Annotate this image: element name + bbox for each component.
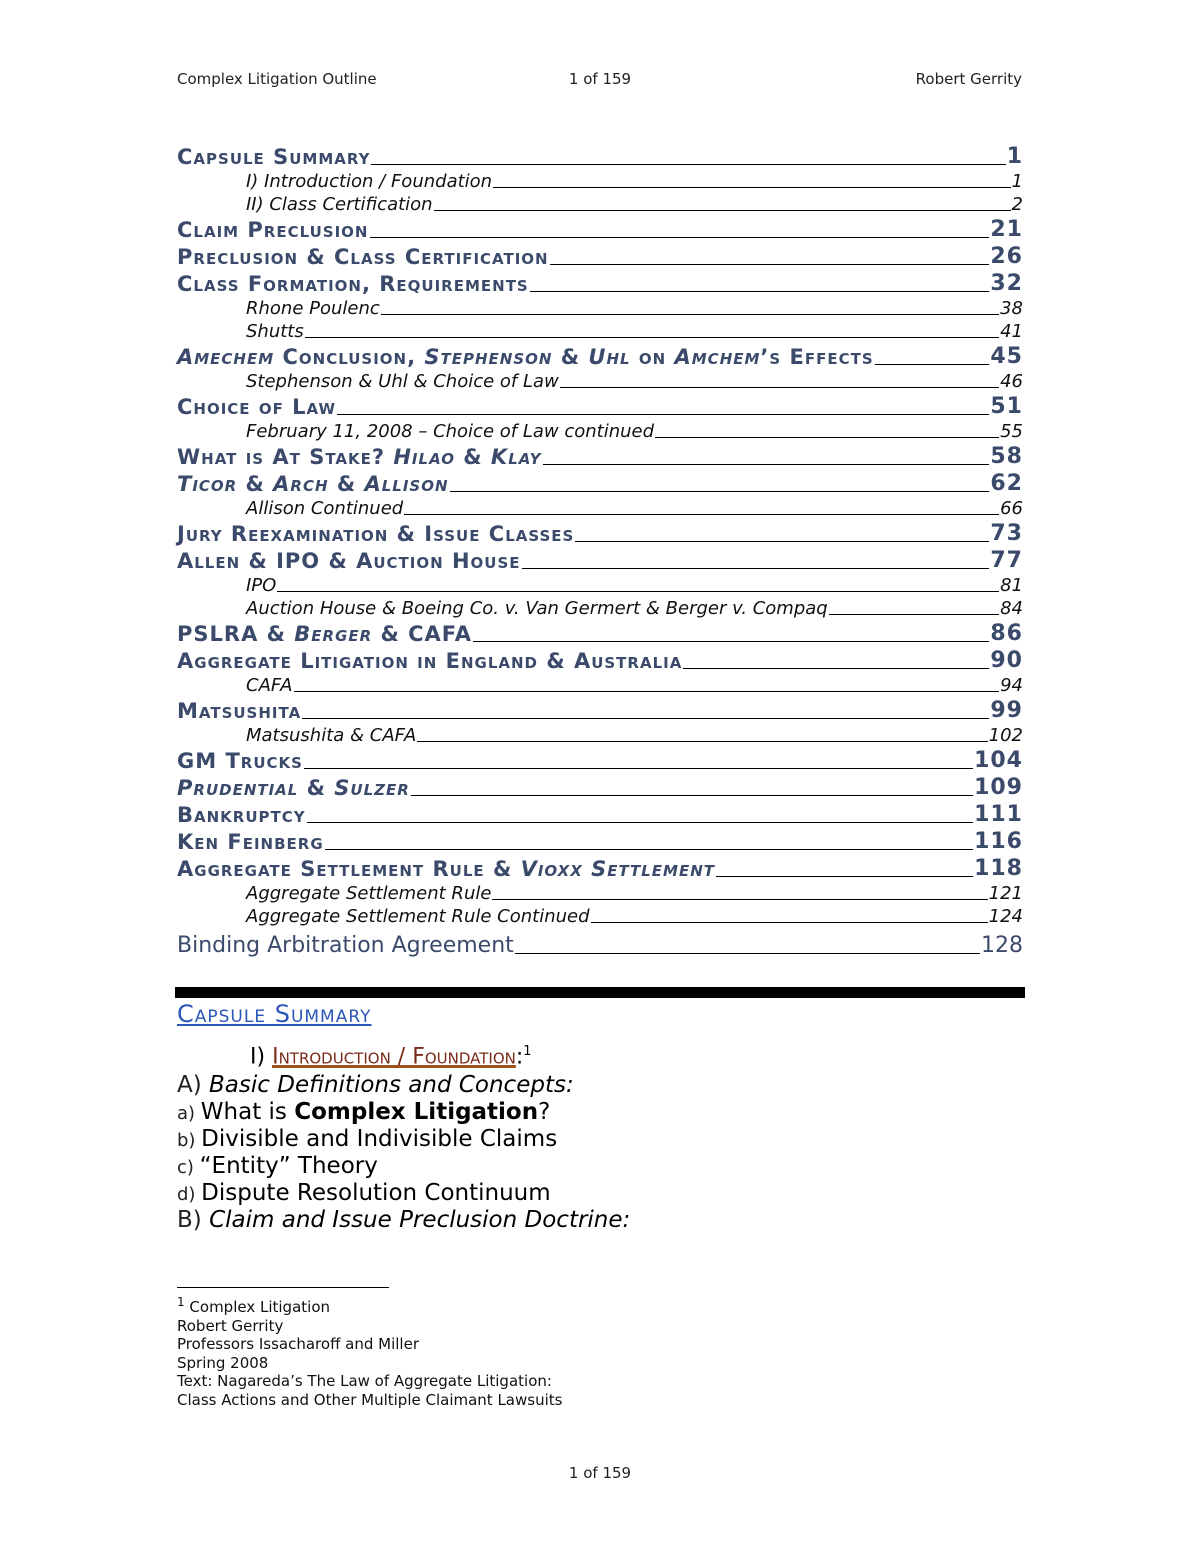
toc-leader-line — [716, 875, 973, 877]
toc-page-number: 109 — [974, 775, 1023, 800]
toc-leader-line — [543, 463, 990, 465]
toc-leader-line — [294, 690, 1000, 692]
toc-page-number: 94 — [1000, 675, 1023, 696]
toc-page-number: 2 — [1011, 194, 1023, 215]
toc-title-segment: GM Trucks — [177, 749, 303, 773]
toc-title-segment: & — [237, 472, 274, 496]
toc-page-number: 81 — [1000, 575, 1023, 596]
toc-leader-line — [591, 921, 988, 923]
toc-title-segment: Auction House & Boeing Co. v. Van Germert & Berger v. Compaq — [246, 598, 828, 619]
toc-leader-line — [337, 413, 989, 415]
toc-entry[interactable] — [177, 546, 1023, 573]
toc-leader-line — [302, 717, 989, 719]
toc-entry-title — [177, 776, 410, 800]
toc-leader-line — [522, 567, 990, 569]
outline-item — [177, 1099, 630, 1126]
toc-page-number: 124 — [988, 906, 1023, 927]
toc-entry-title — [246, 194, 433, 215]
toc-page-number: 32 — [990, 271, 1023, 296]
toc-title-segment: Ticor — [177, 472, 238, 496]
toc-leader-line — [655, 436, 999, 438]
toc-entry-title — [177, 803, 306, 827]
toc-entry[interactable] — [177, 169, 1023, 192]
toc-title-segment: Rhone Poulenc — [246, 298, 380, 319]
toc-entry[interactable] — [177, 269, 1023, 296]
toc-entry-title — [246, 598, 828, 619]
toc-entry-title — [177, 933, 514, 958]
outline-text: “Entity” Theory — [199, 1153, 378, 1179]
footnote-line: Complex Litigation — [189, 1298, 331, 1316]
toc-entry[interactable] — [177, 392, 1023, 419]
toc-leader-line — [450, 490, 990, 492]
toc-page-number: 118 — [974, 856, 1023, 881]
toc-title-segment: Jury Reexamination & Issue Classes — [177, 522, 575, 546]
toc-leader-line — [307, 821, 973, 823]
toc-entry-title — [177, 472, 449, 496]
toc-leader-line — [560, 386, 999, 388]
toc-page-number: 104 — [974, 748, 1023, 773]
outline-item — [177, 1126, 630, 1153]
toc-entry-title — [177, 145, 370, 169]
toc-title-segment: Aggregate Settlement Rule — [246, 883, 492, 904]
toc-title-segment: Aggregate Settlement Rule Continued — [246, 906, 590, 927]
toc-title-segment: Sulzer — [334, 776, 410, 800]
footnote-line: Text: Nagareda’s The Law of Aggregate Litigation: — [177, 1372, 552, 1390]
toc-page-number: 1 — [1006, 144, 1023, 169]
toc-page-number: 121 — [988, 883, 1023, 904]
toc-entry[interactable] — [177, 573, 1023, 596]
footnote-line: Spring 2008 — [177, 1353, 269, 1372]
toc-page-number: 41 — [1000, 321, 1023, 342]
outline-marker: a) — [177, 1103, 201, 1124]
toc-entry[interactable] — [177, 854, 1023, 881]
outline-item — [177, 1180, 630, 1207]
toc-entry-title — [246, 906, 590, 927]
footnote-reference[interactable]: 1 — [523, 1044, 532, 1059]
toc-entry[interactable] — [177, 723, 1023, 746]
toc-entry[interactable] — [177, 596, 1023, 619]
toc-leader-line — [515, 952, 980, 954]
toc-entry[interactable] — [177, 342, 1023, 369]
toc-page-number: 90 — [990, 648, 1023, 673]
footnote-separator — [177, 1287, 389, 1288]
toc-entry[interactable] — [177, 619, 1023, 646]
toc-title-segment: Allison — [364, 472, 449, 496]
toc-page-number: 102 — [988, 725, 1023, 746]
toc-entry[interactable] — [177, 419, 1023, 442]
toc-entry[interactable] — [177, 881, 1023, 904]
toc-page-number: 128 — [981, 933, 1023, 958]
toc-title-segment: on — [630, 345, 675, 369]
toc-entry-title — [177, 272, 529, 296]
section-heading[interactable]: Capsule Summary — [177, 1000, 372, 1028]
footnote-first-line — [177, 1293, 562, 1317]
toc-leader-line — [411, 794, 973, 796]
toc-entry-title — [177, 830, 324, 854]
toc-entry-title — [246, 725, 416, 746]
toc-page-number: 99 — [990, 698, 1023, 723]
toc-title-segment: Matsushita — [177, 699, 302, 723]
toc-title-segment: Class Formation, Requirements — [177, 272, 529, 296]
outline-text: Claim and Issue Preclusion Doctrine: — [209, 1207, 631, 1233]
toc-page-number: 26 — [990, 244, 1023, 269]
toc-leader-line — [575, 540, 989, 542]
toc-title-segment: Aggregate Litigation in England & Australia — [177, 649, 683, 673]
toc-title-segment: Capsule Summary — [177, 145, 371, 169]
toc-title-segment: Shutts — [246, 321, 304, 342]
toc-entry-title — [246, 883, 491, 904]
toc-title-segment: Hilao — [393, 445, 455, 469]
toc-title-segment: What is At Stake? — [177, 445, 394, 469]
toc-title-segment: Stephenson & Uhl & Choice of Law — [246, 371, 559, 392]
outline-marker: d) — [177, 1184, 202, 1205]
toc-entry[interactable] — [177, 827, 1023, 854]
toc-leader-line — [417, 740, 987, 742]
toc-leader-line — [875, 363, 990, 365]
toc-leader-line — [371, 163, 1005, 165]
toc-title-segment: IPO — [246, 575, 277, 596]
toc-entry-title — [246, 675, 293, 696]
toc-leader-line — [304, 767, 973, 769]
toc-page-number: 77 — [990, 548, 1023, 573]
header-page-number: 1 of 159 — [568, 70, 632, 88]
toc-page-number: 111 — [974, 802, 1023, 827]
toc-entry[interactable] — [177, 746, 1023, 773]
toc-page-number: 86 — [990, 621, 1023, 646]
toc-entry[interactable] — [177, 215, 1023, 242]
toc-page-number: 66 — [1000, 498, 1023, 519]
toc-title-segment: Bankruptcy — [177, 803, 306, 827]
toc-entry[interactable] — [177, 242, 1023, 269]
toc-leader-line — [530, 290, 990, 292]
toc-title-segment: & — [552, 345, 589, 369]
toc-leader-line — [829, 613, 999, 615]
toc-entry[interactable] — [177, 319, 1023, 342]
toc-title-segment: PSLRA & — [177, 622, 295, 646]
subsection-suffix: : — [515, 1044, 524, 1070]
toc-title-segment: Vioxx Settlement — [520, 857, 716, 881]
toc-entry-title — [246, 421, 654, 442]
toc-entry[interactable] — [177, 496, 1023, 519]
toc-entry-title — [246, 171, 492, 192]
toc-page-number: 116 — [974, 829, 1023, 854]
toc-title-segment: ’s Effects — [760, 345, 874, 369]
toc-title-segment: Ken Feinberg — [177, 830, 324, 854]
outline-text: What is — [200, 1099, 295, 1125]
toc-page-number: 73 — [990, 521, 1023, 546]
toc-leader-line — [404, 513, 999, 515]
toc-title-segment: Binding Arbitration Agreement — [177, 933, 514, 958]
toc-entry-title — [177, 649, 682, 673]
toc-page-number: 1 — [1011, 171, 1023, 192]
toc-entry[interactable] — [177, 192, 1023, 215]
footnote-number: 1 — [177, 1295, 185, 1309]
toc-entry-title — [177, 345, 874, 369]
toc-leader-line — [277, 590, 999, 592]
outline-item — [177, 1072, 630, 1099]
outline-marker: A) — [177, 1072, 210, 1098]
toc-leader-line — [370, 236, 990, 238]
toc-title-segment: Preclusion & Class Certification — [177, 245, 549, 269]
toc-entry[interactable] — [177, 773, 1023, 800]
toc-entry-title — [246, 371, 559, 392]
outline-marker: c) — [177, 1157, 200, 1178]
toc-leader-line — [325, 848, 973, 850]
outline-list — [177, 1072, 630, 1234]
toc-title-segment: CAFA — [246, 675, 293, 696]
table-of-contents — [177, 142, 1023, 958]
toc-title-segment: Matsushita & CAFA — [246, 725, 417, 746]
toc-entry[interactable] — [177, 927, 1023, 958]
subsection-heading — [250, 1044, 532, 1069]
toc-title-segment: Uhl — [588, 345, 631, 369]
toc-leader-line — [381, 313, 999, 315]
toc-entry-title — [246, 298, 380, 319]
toc-entry-title — [177, 395, 336, 419]
toc-title-segment: Berger — [294, 622, 373, 646]
outline-marker: b) — [177, 1130, 202, 1151]
toc-page-number: 21 — [990, 217, 1023, 242]
toc-title-segment: Amchem — [674, 345, 761, 369]
toc-entry-title — [177, 622, 472, 646]
toc-title-segment: & — [454, 445, 491, 469]
toc-page-number: 55 — [1000, 421, 1023, 442]
toc-entry-title — [246, 321, 304, 342]
toc-entry-title — [177, 522, 574, 546]
toc-entry[interactable] — [177, 673, 1023, 696]
outline-marker: B) — [177, 1207, 210, 1233]
toc-title-segment: Arch — [273, 472, 329, 496]
outline-text: Divisible and Indivisible Claims — [201, 1126, 558, 1152]
footnote-line: Robert Gerrity — [177, 1316, 284, 1335]
toc-title-segment: & — [298, 776, 335, 800]
toc-page-number: 45 — [990, 344, 1023, 369]
toc-title-segment: Prudential — [177, 776, 299, 800]
toc-leader-line — [473, 640, 989, 642]
toc-page-number: 62 — [990, 471, 1023, 496]
toc-entry-title — [177, 857, 715, 881]
toc-title-segment: Aggregate Settlement Rule & — [177, 857, 521, 881]
toc-title-segment: & — [328, 472, 365, 496]
header-title: Complex Litigation Outline — [177, 70, 377, 88]
toc-page-number: 46 — [1000, 371, 1023, 392]
outline-item — [177, 1153, 630, 1180]
toc-entry-title — [177, 445, 542, 469]
toc-page-number: 84 — [1000, 598, 1023, 619]
toc-entry-title — [246, 575, 276, 596]
toc-entry[interactable] — [177, 442, 1023, 469]
toc-entry[interactable] — [177, 519, 1023, 546]
toc-title-segment: Allen & IPO & Auction House — [177, 549, 521, 573]
toc-title-segment: Klay — [490, 445, 542, 469]
toc-entry-title — [246, 498, 403, 519]
toc-leader-line — [492, 898, 987, 900]
footnote-line: Professors Issacharoff and Miller — [177, 1335, 419, 1353]
outline-text: Dispute Resolution Continuum — [201, 1180, 551, 1206]
outline-text: Complex Litigation — [294, 1099, 539, 1125]
toc-title-segment: II) Class Certification — [246, 194, 433, 215]
toc-title-segment: Claim Preclusion — [177, 218, 369, 242]
toc-entry[interactable] — [177, 369, 1023, 392]
footnote-line: Class Actions and Other Multiple Claimant Lawsuits — [177, 1390, 563, 1409]
toc-leader-line — [683, 667, 989, 669]
header-author: Robert Gerrity — [915, 70, 1022, 88]
toc-entry[interactable] — [177, 646, 1023, 673]
toc-leader-line — [305, 336, 999, 338]
toc-entry-title — [177, 549, 521, 573]
toc-page-number: 51 — [990, 394, 1023, 419]
footer-page-number: 1 of 159 — [568, 1464, 632, 1482]
toc-entry-title — [177, 218, 369, 242]
outline-text: Basic Definitions and Concepts: — [209, 1072, 574, 1098]
outline-item — [177, 1207, 630, 1234]
subsection-title: Introduction / Foundation — [272, 1044, 516, 1070]
toc-leader-line — [434, 209, 1011, 211]
section-divider — [175, 987, 1025, 998]
toc-page-number: 38 — [1000, 298, 1023, 319]
toc-title-segment: I) Introduction / Foundation — [246, 171, 493, 192]
toc-entry[interactable] — [177, 800, 1023, 827]
toc-entry[interactable] — [177, 296, 1023, 319]
toc-entry[interactable] — [177, 904, 1023, 927]
outline-text: ? — [538, 1099, 551, 1125]
toc-entry-title — [177, 749, 303, 773]
toc-title-segment: Allison Continued — [246, 498, 404, 519]
toc-entry-title — [177, 245, 549, 269]
footnote — [177, 1293, 562, 1409]
toc-leader-line — [550, 263, 990, 265]
toc-title-segment: Choice of Law — [177, 395, 337, 419]
toc-title-segment: February 11, 2008 – Choice of Law continued — [246, 421, 655, 442]
toc-entry-title — [177, 699, 301, 723]
toc-title-segment: Stephenson — [424, 345, 553, 369]
subsection-marker: I) — [250, 1044, 273, 1070]
toc-title-segment: & CAFA — [372, 622, 472, 646]
toc-entry[interactable] — [177, 469, 1023, 496]
toc-entry[interactable] — [177, 696, 1023, 723]
toc-entry[interactable] — [177, 142, 1023, 169]
toc-page-number: 58 — [990, 444, 1023, 469]
toc-title-segment: Conclusion, — [274, 345, 425, 369]
toc-title-segment: Amechem — [177, 345, 275, 369]
toc-leader-line — [493, 186, 1010, 188]
